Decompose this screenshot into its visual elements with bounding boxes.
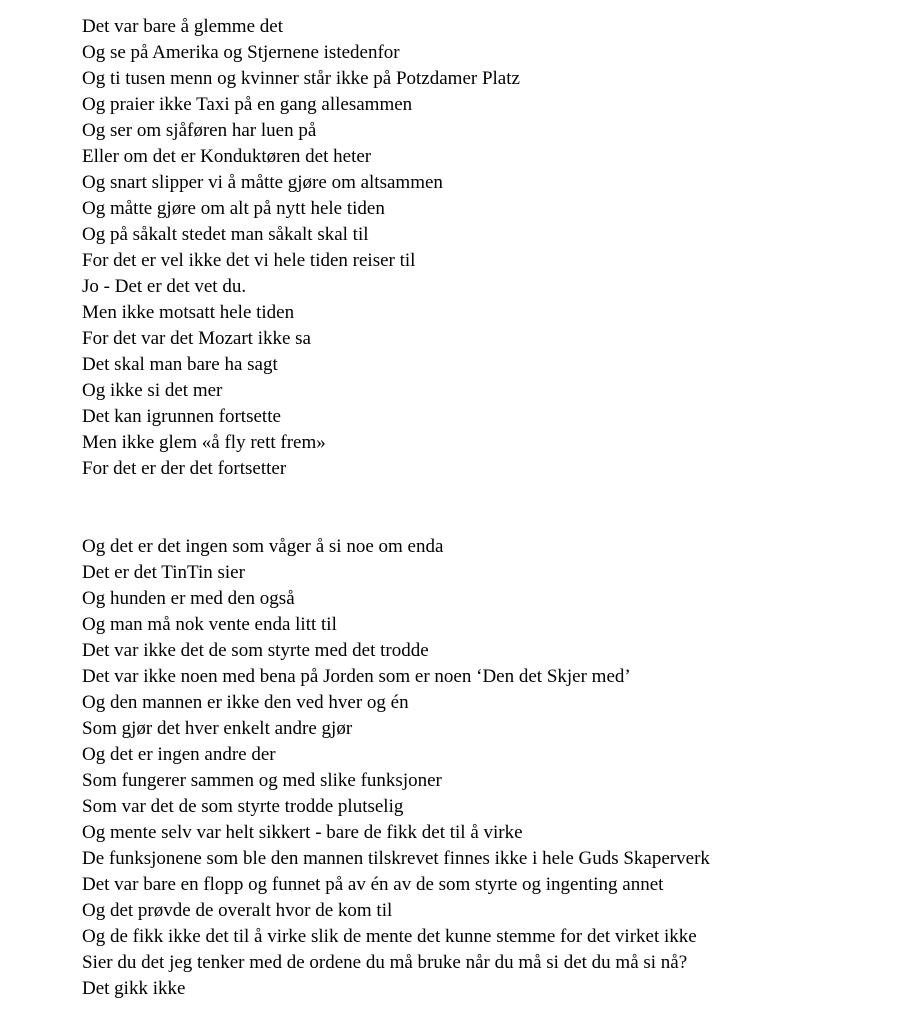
text-line: Det var bare en flopp og funnet på av én av de som styrte og ingenting annet [82, 874, 664, 895]
text-line: Og se på Amerika og Stjernene istedenfor [82, 42, 400, 63]
text-line: Og mente selv var helt sikkert - bare de fikk det til å virke [82, 822, 523, 843]
text-line: Og måtte gjøre om alt på nytt hele tiden [82, 198, 385, 219]
text-line: Det er det TinTin sier [82, 562, 245, 583]
text-line: Og det er det ingen som våger å si noe om enda [82, 536, 444, 557]
text-line: Det var ikke noen med bena på Jorden som er noen ‘Den det Skjer med’ [82, 666, 631, 687]
text-line: Og ser om sjåføren har luen på [82, 120, 317, 141]
text-line: Det var bare å glemme det [82, 16, 283, 37]
text-line: Det var ikke det de som styrte med det trodde [82, 640, 429, 661]
text-line: Jo - Det er det vet du. [82, 276, 247, 297]
text-line: Som fungerer sammen og med slike funksjoner [82, 770, 442, 791]
text-line: For det er der det fortsetter [82, 458, 287, 479]
text-line: Det skal man bare ha sagt [82, 354, 278, 375]
text-line: For det er vel ikke det vi hele tiden reiser til [82, 250, 416, 271]
text-line: Det kan igrunnen fortsette [82, 406, 281, 427]
text-line: De funksjonene som ble den mannen tilskrevet finnes ikke i hele Guds Skaperverk [82, 848, 710, 869]
text-line: Eller om det er Konduktøren det heter [82, 146, 372, 167]
text-line: Og de fikk ikke det til å virke slik de mente det kunne stemme for det virket ikke [82, 926, 697, 947]
text-line: Og man må nok vente enda litt til [82, 614, 337, 635]
text-line: Og den mannen er ikke den ved hver og én [82, 692, 409, 713]
document-page [82, 14, 882, 1002]
text-line: Og det prøvde de overalt hvor de kom til [82, 900, 393, 921]
text-line: Som gjør det hver enkelt andre gjør [82, 718, 353, 739]
text-line: Og hunden er med den også [82, 588, 295, 609]
text-line: Og snart slipper vi å måtte gjøre om altsammen [82, 172, 443, 193]
stanza-separator [82, 482, 882, 534]
text-line: Sier du det jeg tenker med de ordene du må bruke når du må si det du må si nå? [82, 952, 688, 973]
text-line: For det var det Mozart ikke sa [82, 328, 311, 349]
text-line: Og praier ikke Taxi på en gang allesammen [82, 94, 413, 115]
text-line: Og ti tusen menn og kvinner står ikke på Potzdamer Platz [82, 68, 520, 89]
text-line: Men ikke glem «å fly rett frem» [82, 432, 326, 453]
text-line: Som var det de som styrte trodde plutselig [82, 796, 404, 817]
stanza-1 [82, 14, 882, 482]
text-line: Det gikk ikke [82, 978, 186, 999]
text-line: Men ikke motsatt hele tiden [82, 302, 295, 323]
text-line: Og det er ingen andre der [82, 744, 276, 765]
text-line: Og ikke si det mer [82, 380, 223, 401]
stanza-2 [82, 534, 882, 1002]
text-line: Og på såkalt stedet man såkalt skal til [82, 224, 369, 245]
